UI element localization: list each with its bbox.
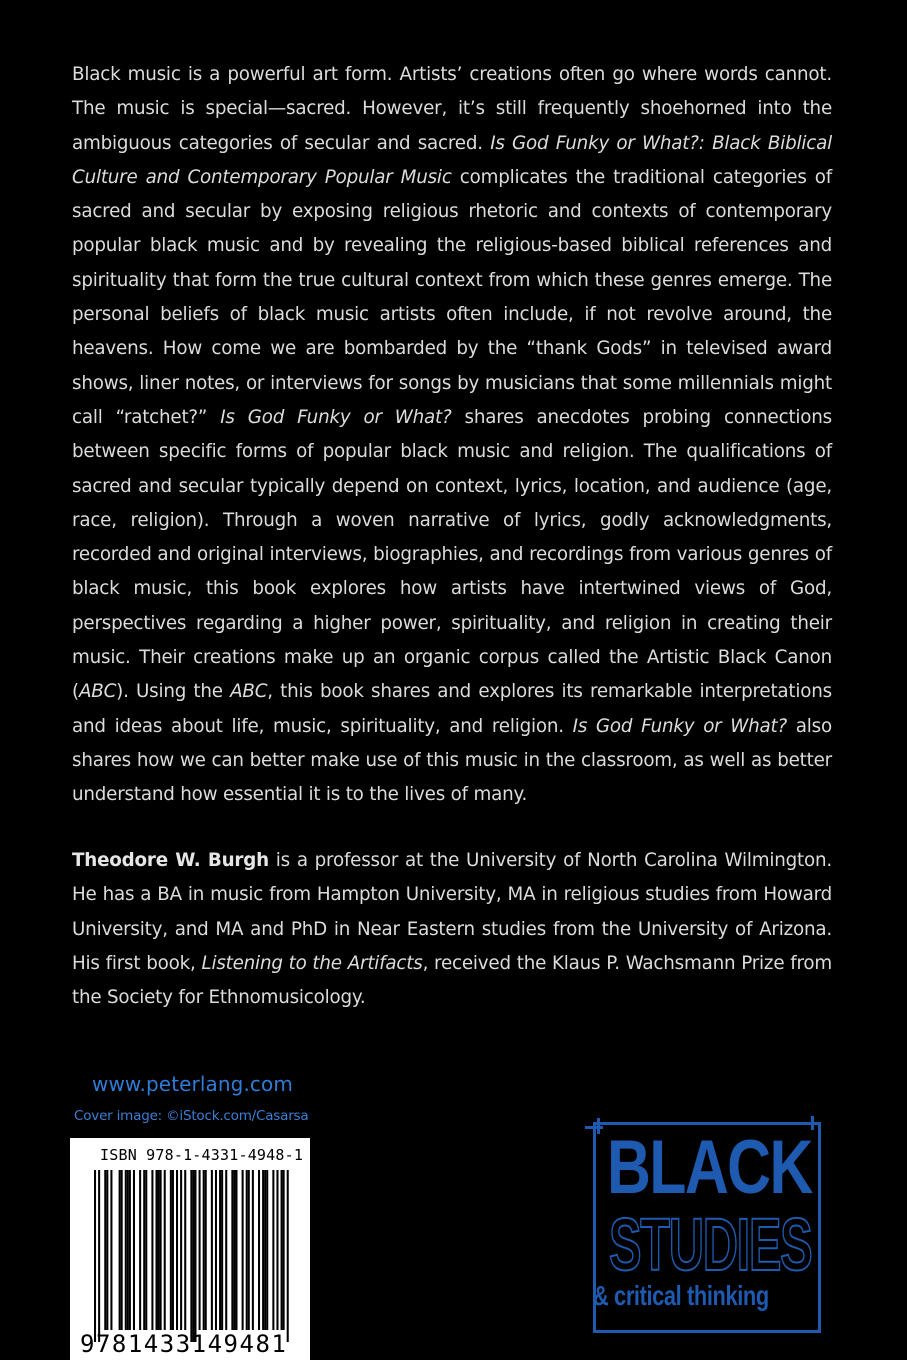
bio-text: , received the Klaus P. Wachsmann Prize from the Society for Ethnomusicology. <box>72 952 832 1009</box>
barcode-bar <box>133 1170 135 1330</box>
barcode-bar <box>242 1170 244 1330</box>
barcode-bars <box>70 1138 310 1360</box>
barcode-bar <box>215 1170 217 1330</box>
blurb-text: also shares how we can better make use of this music in the classroom, as well as better understand how essential it is to the lives of many. <box>72 715 832 806</box>
barcode-bar <box>151 1170 153 1330</box>
barcode-bar <box>203 1170 205 1330</box>
barcode-bar <box>281 1170 283 1330</box>
book-short-title: Is God Funky or What? <box>220 406 452 428</box>
barcode-bar <box>205 1170 207 1330</box>
barcode-bar <box>235 1170 237 1330</box>
bio-text: is a professor at the University of North Carolina Wilmington. He has a BA in music from Hampton University, MA in religious studies from Howard University, and MA and PhD in Near Eastern studies from the University of Arizona. His first book, <box>72 850 832 974</box>
barcode-bar <box>225 1170 227 1330</box>
blurb-text: complicates the traditional categories of sacred and secular by exposing religious rhetoric and contexts of contemporary popular black music and by revealing the religious-based biblical references and spirituality that form the true cultural context from which these genres emerge. The personal beliefs of black music artists often include, if not revolve around, the heavens. How come we are bombarded by the “thank Gods” in televised award shows, liner notes, or interviews for songs by musicians that some millennials might call “ratchet?” <box>72 166 832 428</box>
barcode-bar <box>264 1170 266 1330</box>
logo-critical-thinking-text: & critical thinking <box>593 1280 769 1311</box>
logo-corner-mark <box>585 1126 603 1129</box>
barcode-bar <box>219 1170 221 1330</box>
barcode-bar <box>221 1170 223 1330</box>
isbn-barcode <box>70 1138 310 1360</box>
barcode-bar <box>110 1170 112 1330</box>
barcode-bar <box>180 1170 182 1330</box>
publisher-url[interactable]: www.peterlang.com <box>92 1072 293 1096</box>
barcode-bar <box>272 1170 274 1330</box>
barcode-bar <box>287 1170 289 1342</box>
barcode-bar <box>199 1170 201 1330</box>
barcode-bar <box>248 1170 250 1330</box>
barcode-bar <box>266 1170 268 1330</box>
logo-black-text: BLACK <box>607 1125 812 1210</box>
barcode-bar <box>158 1170 160 1330</box>
blurb-text: shares anecdotes probing connections between specific forms of popular black music and religion. The qualifications of sacred and secular typically depend on context, lyrics, location, and audience (age, race, religion). Through a woven narrative of lyrics, godly acknowledgments, recorded and original interviews, biographies, and recordings from various genres of black music, this book explores how artists have intertwined views of God, perspectives regarding a higher power, spirituality, and religion in creating their music. Their creations make up an organic corpus called the Artistic Black Canon ( <box>72 406 832 703</box>
series-logo <box>585 1118 835 1333</box>
barcode-bar <box>246 1170 248 1330</box>
barcode-bar <box>194 1170 196 1342</box>
logo-studies-text: STUDIES <box>609 1203 812 1286</box>
barcode-bar <box>129 1170 131 1330</box>
barcode-digits: 9781433149481 <box>80 1330 288 1358</box>
barcode-bar <box>94 1170 96 1342</box>
barcode-bar <box>276 1170 278 1330</box>
book-title: Is God Funky or What?: Black Biblical Culture and Contemporary Popular Music <box>72 132 832 188</box>
barcode-bar <box>164 1170 166 1330</box>
barcode-bar <box>160 1170 162 1330</box>
barcode-bar <box>104 1170 106 1330</box>
barcode-bar <box>252 1170 254 1330</box>
barcode-bar <box>233 1170 235 1330</box>
abc-abbrev: ABC <box>78 681 117 703</box>
author-bio <box>72 844 832 1015</box>
barcode-bar <box>262 1170 264 1330</box>
barcode-bar <box>143 1170 145 1330</box>
barcode-bar <box>192 1170 194 1342</box>
barcode-bar <box>176 1170 178 1330</box>
logo-corner-mark <box>597 1118 600 1134</box>
blurb-text: ). Using the <box>116 681 231 703</box>
barcode-bar <box>156 1170 158 1330</box>
barcode-bar <box>106 1170 108 1330</box>
barcode-bar <box>184 1170 186 1330</box>
barcode-bar <box>121 1170 123 1330</box>
previous-book-title: Listening to the Artifacts <box>201 952 423 974</box>
author-name: Theodore W. Burgh <box>72 850 269 871</box>
blurb-text: , this book shares and explores its remarkable interpretations and ideas about life, music, spirituality, and religion. <box>72 681 832 737</box>
barcode-bar <box>258 1170 260 1330</box>
barcode-bar <box>139 1170 141 1330</box>
barcode-bar <box>211 1170 213 1330</box>
barcode-bar <box>119 1170 121 1330</box>
barcode-bar <box>190 1170 192 1342</box>
abc-abbrev: ABC <box>230 681 268 703</box>
barcode-bar <box>283 1170 285 1330</box>
book-short-title: Is God Funky or What? <box>572 715 788 737</box>
barcode-bar <box>172 1170 174 1330</box>
barcode-bar <box>231 1170 233 1330</box>
back-cover-blurb <box>72 58 832 813</box>
barcode-bar <box>98 1170 100 1342</box>
barcode-bar <box>145 1170 147 1330</box>
barcode-bar <box>127 1170 129 1330</box>
cover-credit: Cover image: ©iStock.com/Casarsa <box>74 1108 309 1124</box>
barcode-bar <box>125 1170 127 1330</box>
blurb-paragraph <box>72 58 832 813</box>
blurb-text: Black music is a powerful art form. Artists’ creations often go where words cannot. The music is special—sacred. However, it’s still frequently shoehorned into the ambiguous categories of secular and sacred. <box>72 64 832 154</box>
bio-paragraph <box>72 844 832 1015</box>
barcode-bar <box>170 1170 172 1330</box>
isbn-label: ISBN 978-1-4331-4948-1 <box>100 1146 304 1164</box>
